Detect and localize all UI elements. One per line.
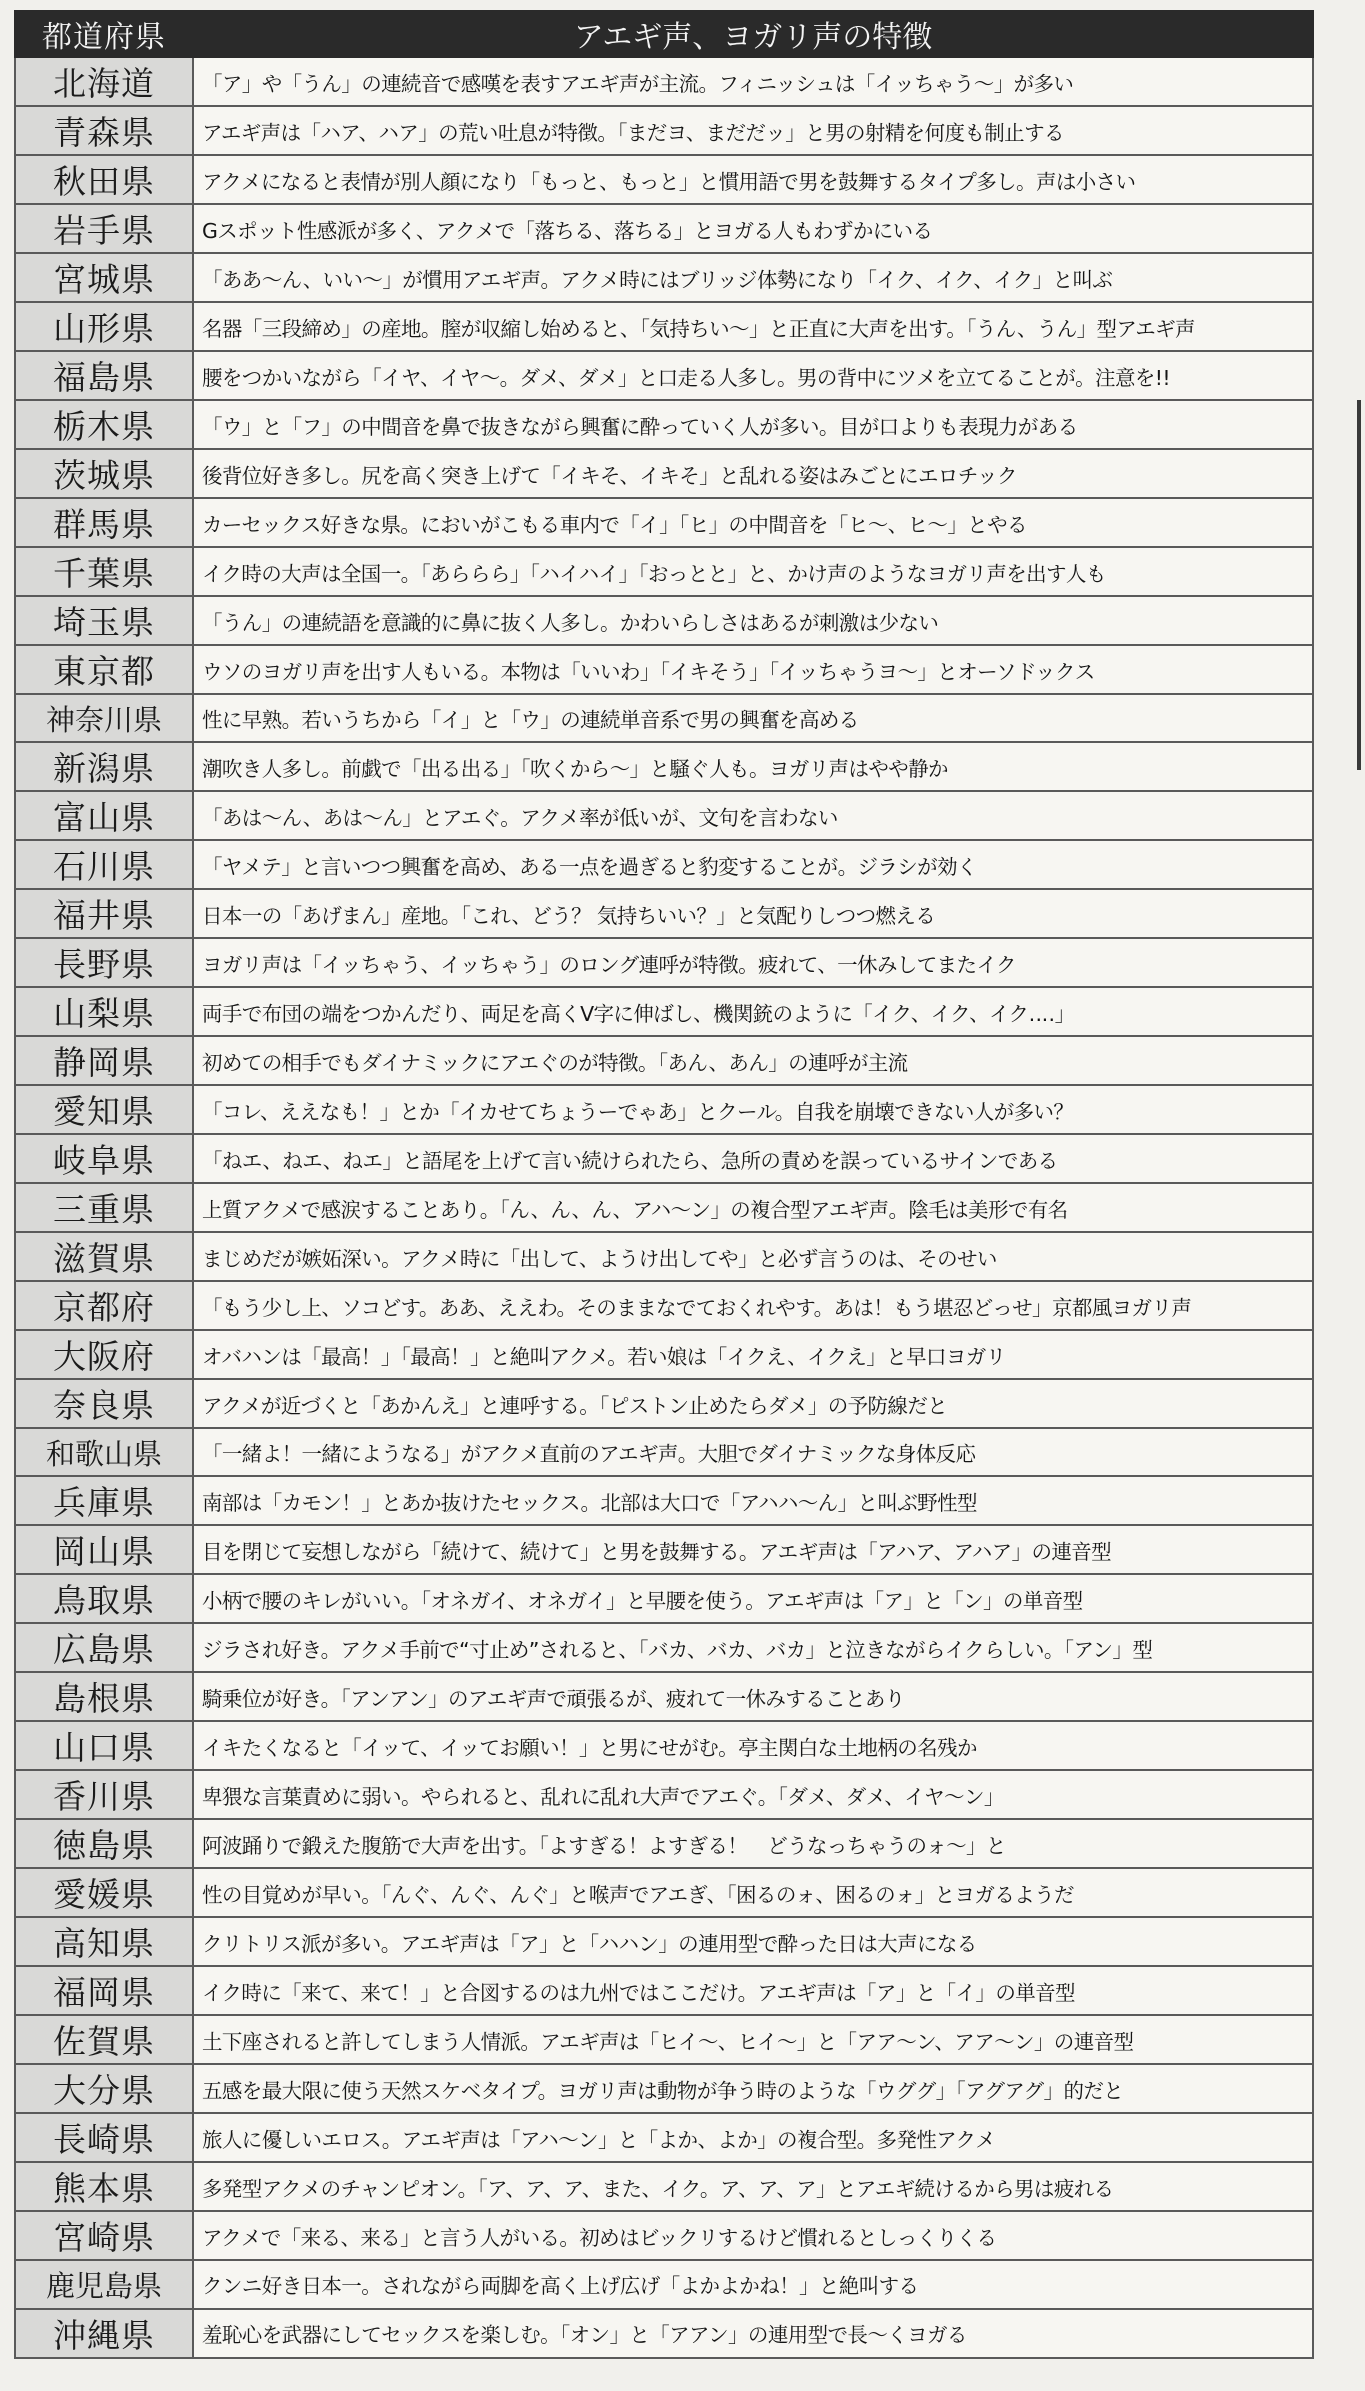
header-row: [15, 11, 1313, 57]
prefecture-description: 小柄で腰のキレがいい。「オネガイ、オネガイ」と早腰を使う。アエギ声は「ア」と「ン」の単音型: [193, 1574, 1313, 1623]
table-row: [15, 645, 1313, 694]
prefecture-name: 神奈川県: [15, 694, 193, 742]
table-row: [15, 938, 1313, 987]
table-row: [15, 155, 1313, 204]
prefecture-name: 富山県: [15, 791, 193, 840]
prefecture-name: 宮崎県: [15, 2211, 193, 2260]
table-row: [15, 1623, 1313, 1672]
scan-edge-mark: [1357, 400, 1361, 770]
prefecture-description: 「ウ」と「フ」の中間音を鼻で抜きながら興奮に酔っていく人が多い。目が口よりも表現力がある: [193, 400, 1313, 449]
table-row: [15, 840, 1313, 889]
prefecture-name: 東京都: [15, 645, 193, 694]
prefecture-name: 茨城県: [15, 449, 193, 498]
table-row: [15, 791, 1313, 840]
prefecture-name: 熊本県: [15, 2162, 193, 2211]
table-row: [15, 498, 1313, 547]
table-row: [15, 351, 1313, 400]
table-row: [15, 1183, 1313, 1232]
prefecture-description: イキたくなると「イッて、イッてお願い！」と男にせがむ。亭主関白な土地柄の名残か: [193, 1721, 1313, 1770]
prefecture-name: 福井県: [15, 889, 193, 938]
prefecture-table: [14, 10, 1314, 2359]
prefecture-description: 「もう少し上、ソコどす。ああ、ええわ。そのままなでておくれやす。あは！もう堪忍どっせ」京都風ヨガリ声: [193, 1281, 1313, 1330]
prefecture-description: 「コレ、ええなも！」とか「イカせてちょうーでゃあ」とクール。自我を崩壊できない人が多い？: [193, 1085, 1313, 1134]
table-row: [15, 57, 1313, 106]
table-body: [15, 57, 1313, 2358]
prefecture-name: 秋田県: [15, 155, 193, 204]
prefecture-name: 沖縄県: [15, 2309, 193, 2358]
prefecture-name: 青森県: [15, 106, 193, 155]
prefecture-description: 土下座されると許してしまう人情派。アエギ声は「ヒイ～、ヒイ～」と「アア～ン、アア～ン」の連音型: [193, 2015, 1313, 2064]
table-row: [15, 1281, 1313, 1330]
prefecture-description: クンニ好き日本一。されながら両脚を高く上げ広げ「よかよかね！」と絶叫する: [193, 2260, 1313, 2308]
prefecture-description: 名器「三段締め」の産地。膣が収縮し始めると、「気持ちい～」と正直に大声を出す。「うん、うん」型アエギ声: [193, 302, 1313, 351]
table-row: [15, 1330, 1313, 1379]
prefecture-description: 「ああ～ん、いい～」が慣用アエギ声。アクメ時にはブリッジ体勢になり「イク、イク、イク」と叫ぶ: [193, 253, 1313, 302]
prefecture-description: アクメで「来る、来る」と言う人がいる。初めはビックリするけど慣れるとしっくりくる: [193, 2211, 1313, 2260]
table-row: [15, 1917, 1313, 1966]
prefecture-description: 阿波踊りで鍛えた腹筋で大声を出す。「よすぎる！よすぎる！ どうなっちゃうのォ～」と: [193, 1819, 1313, 1868]
prefecture-description: まじめだが嫉妬深い。アクメ時に「出して、ようけ出してや」と必ず言うのは、そのせい: [193, 1232, 1313, 1281]
prefecture-description: ウソのヨガリ声を出す人もいる。本物は「いいわ」「イキそう」「イッちゃうヨ～」とオーソドックス: [193, 645, 1313, 694]
prefecture-description: 「うん」の連続語を意識的に鼻に抜く人多し。かわいらしさはあるが刺激は少ない: [193, 596, 1313, 645]
table-row: [15, 1966, 1313, 2015]
prefecture-description: 両手で布団の端をつかんだり、両足を高くV字に伸ばし、機関銃のように「イク、イク、イク‥‥」: [193, 987, 1313, 1036]
table-row: [15, 1819, 1313, 1868]
prefecture-description: イク時の大声は全国一。「あららら」「ハイハイ」「おっとと」と、かけ声のようなヨガリ声を出す人も: [193, 547, 1313, 596]
prefecture-name: 高知県: [15, 1917, 193, 1966]
prefecture-description: 五感を最大限に使う天然スケベタイプ。ヨガリ声は動物が争う時のような「ウググ」「アグアグ」的だと: [193, 2064, 1313, 2113]
prefecture-description: 上質アクメで感涙することあり。「ん、ん、ん、アハ～ン」の複合型アエギ声。陰毛は美形で有名: [193, 1183, 1313, 1232]
prefecture-name: 佐賀県: [15, 2015, 193, 2064]
prefecture-name: 広島県: [15, 1623, 193, 1672]
prefecture-name: 岩手県: [15, 204, 193, 253]
prefecture-description: 「ねエ、ねエ、ねエ」と語尾を上げて言い続けられたら、急所の責めを誤っているサインである: [193, 1134, 1313, 1183]
table-row: [15, 987, 1313, 1036]
prefecture-name: 千葉県: [15, 547, 193, 596]
prefecture-name: 鹿児島県: [15, 2260, 193, 2308]
prefecture-name: 愛知県: [15, 1085, 193, 1134]
prefecture-name: 山梨県: [15, 987, 193, 1036]
table-row: [15, 1379, 1313, 1428]
table-row: [15, 2113, 1313, 2162]
prefecture-description: 性に早熟。若いうちから「イ」と「ウ」の連続単音系で男の興奮を高める: [193, 694, 1313, 742]
prefecture-description: 腰をつかいながら「イヤ、イヤ～。ダメ、ダメ」と口走る人多し。男の背中にツメを立てることが。注意を!!: [193, 351, 1313, 400]
table-row: [15, 1085, 1313, 1134]
prefecture-description: Gスポット性感派が多く、アクメで「落ちる、落ちる」とヨガる人もわずかにいる: [193, 204, 1313, 253]
prefecture-name: 香川県: [15, 1770, 193, 1819]
prefecture-description: 「ア」や「うん」の連続音で感嘆を表すアエギ声が主流。フィニッシュは「イッちゃう～」が多い: [193, 57, 1313, 106]
table-row: [15, 742, 1313, 791]
table-row: [15, 1868, 1313, 1917]
prefecture-description: 初めての相手でもダイナミックにアエぐのが特徴。「あん、あん」の連呼が主流: [193, 1036, 1313, 1085]
prefecture-description: 目を閉じて妄想しながら「続けて、続けて」と男を鼓舞する。アエギ声は「アハア、アハア」の連音型: [193, 1525, 1313, 1574]
table-row: [15, 2260, 1313, 2308]
prefecture-description: ヨガリ声は「イッちゃう、イッちゃう」のロング連呼が特徴。疲れて、一休みしてまたイク: [193, 938, 1313, 987]
prefecture-description: 日本一の「あげまん」産地。「これ、どう？ 気持ちいい？」と気配りしつつ燃える: [193, 889, 1313, 938]
table-row: [15, 2015, 1313, 2064]
table-row: [15, 2309, 1313, 2358]
prefecture-description: アクメになると表情が別人顔になり「もっと、もっと」と慣用語で男を鼓舞するタイプ多し。声は小さい: [193, 155, 1313, 204]
prefecture-name: 大阪府: [15, 1330, 193, 1379]
prefecture-name: 長崎県: [15, 2113, 193, 2162]
prefecture-name: 島根県: [15, 1672, 193, 1721]
prefecture-description: 卑猥な言葉責めに弱い。やられると、乱れに乱れ大声でアエぐ。「ダメ、ダメ、イヤ～ン」: [193, 1770, 1313, 1819]
prefecture-description: 南部は「カモン！」とあか抜けたセックス。北部は大口で「アハハ～ん」と叫ぶ野性型: [193, 1476, 1313, 1525]
prefecture-description: アクメが近づくと「あかんえ」と連呼する。「ピストン止めたらダメ」の予防線だと: [193, 1379, 1313, 1428]
prefecture-name: 静岡県: [15, 1036, 193, 1085]
table-row: [15, 596, 1313, 645]
prefecture-description: 後背位好き多し。尻を高く突き上げて「イキそ、イキそ」と乱れる姿はみごとにエロチック: [193, 449, 1313, 498]
prefecture-name: 山形県: [15, 302, 193, 351]
prefecture-name: 岡山県: [15, 1525, 193, 1574]
prefecture-description: アエギ声は「ハア、ハア」の荒い吐息が特徴。「まだヨ、まだだッ」と男の射精を何度も制止する: [193, 106, 1313, 155]
prefecture-description: クリトリス派が多い。アエギ声は「ア」と「ハハン」の連用型で酔った日は大声になる: [193, 1917, 1313, 1966]
prefecture-description: オバハンは「最高！」「最高！」と絶叫アクメ。若い娘は「イクえ、イクえ」と早口ヨガリ: [193, 1330, 1313, 1379]
prefecture-description: 羞恥心を武器にしてセックスを楽しむ。「オン」と「アアン」の連用型で長～くヨガる: [193, 2309, 1313, 2358]
prefecture-description: 騎乗位が好き。「アンアン」のアエギ声で頑張るが、疲れて一休みすることあり: [193, 1672, 1313, 1721]
table-row: [15, 1036, 1313, 1085]
header-prefecture: 都道府県: [15, 11, 193, 57]
table-row: [15, 253, 1313, 302]
header-features: アエギ声、ヨガリ声の特徴: [193, 11, 1313, 57]
table-header: [15, 11, 1313, 57]
prefecture-name: 長野県: [15, 938, 193, 987]
table-row: [15, 547, 1313, 596]
table-row: [15, 1428, 1313, 1476]
prefecture-name: 岐阜県: [15, 1134, 193, 1183]
table-row: [15, 449, 1313, 498]
table-row: [15, 400, 1313, 449]
prefecture-name: 石川県: [15, 840, 193, 889]
prefecture-name: 和歌山県: [15, 1428, 193, 1476]
prefecture-name: 福島県: [15, 351, 193, 400]
prefecture-name: 群馬県: [15, 498, 193, 547]
prefecture-name: 兵庫県: [15, 1476, 193, 1525]
prefecture-description: ジラされ好き。アクメ手前で“寸止め”されると、「バカ、バカ、バカ」と泣きながらイクらしい。「アン」型: [193, 1623, 1313, 1672]
prefecture-name: 京都府: [15, 1281, 193, 1330]
table-row: [15, 1134, 1313, 1183]
prefecture-name: 三重県: [15, 1183, 193, 1232]
prefecture-description: 潮吹き人多し。前戯で「出る出る」「吹くから～」と騒ぐ人も。ヨガリ声はやや静か: [193, 742, 1313, 791]
table-row: [15, 2162, 1313, 2211]
table-row: [15, 1574, 1313, 1623]
prefecture-description: 「一緒よ！一緒にようなる」がアクメ直前のアエギ声。大胆でダイナミックな身体反応: [193, 1428, 1313, 1476]
prefecture-name: 福岡県: [15, 1966, 193, 2015]
prefecture-description: 多発型アクメのチャンピオン。「ア、ア、ア、また、イク。ア、ア、ア」とアエギ続けるから男は疲れる: [193, 2162, 1313, 2211]
prefecture-description: 性の目覚めが早い。「んぐ、んぐ、んぐ」と喉声でアエぎ、「困るのォ、困るのォ」とヨガるようだ: [193, 1868, 1313, 1917]
prefecture-name: 北海道: [15, 57, 193, 106]
table-row: [15, 1672, 1313, 1721]
prefecture-name: 栃木県: [15, 400, 193, 449]
prefecture-description: 旅人に優しいエロス。アエギ声は「アハ～ン」と「よか、よか」の複合型。多発性アクメ: [193, 2113, 1313, 2162]
table-row: [15, 694, 1313, 742]
table-row: [15, 1476, 1313, 1525]
table-row: [15, 204, 1313, 253]
prefecture-name: 徳島県: [15, 1819, 193, 1868]
table-row: [15, 2211, 1313, 2260]
prefecture-name: 愛媛県: [15, 1868, 193, 1917]
table-row: [15, 2064, 1313, 2113]
prefecture-name: 大分県: [15, 2064, 193, 2113]
prefecture-name: 鳥取県: [15, 1574, 193, 1623]
prefecture-description: イク時に「来て、来て！」と合図するのは九州ではここだけ。アエギ声は「ア」と「イ」の単音型: [193, 1966, 1313, 2015]
prefecture-description: カーセックス好きな県。においがこもる車内で「イ」「ヒ」の中間音を「ヒ～、ヒ～」とやる: [193, 498, 1313, 547]
prefecture-name: 新潟県: [15, 742, 193, 791]
prefecture-name: 宮城県: [15, 253, 193, 302]
prefecture-name: 奈良県: [15, 1379, 193, 1428]
table-row: [15, 106, 1313, 155]
table-row: [15, 1232, 1313, 1281]
prefecture-name: 埼玉県: [15, 596, 193, 645]
prefecture-description: 「ヤメテ」と言いつつ興奮を高め、ある一点を過ぎると豹変することが。ジラシが効く: [193, 840, 1313, 889]
prefecture-name: 山口県: [15, 1721, 193, 1770]
table-row: [15, 1770, 1313, 1819]
table-row: [15, 1721, 1313, 1770]
prefecture-name: 滋賀県: [15, 1232, 193, 1281]
table-row: [15, 302, 1313, 351]
table-row: [15, 889, 1313, 938]
table-row: [15, 1525, 1313, 1574]
prefecture-description: 「あは～ん、あは～ん」とアエぐ。アクメ率が低いが、文句を言わない: [193, 791, 1313, 840]
